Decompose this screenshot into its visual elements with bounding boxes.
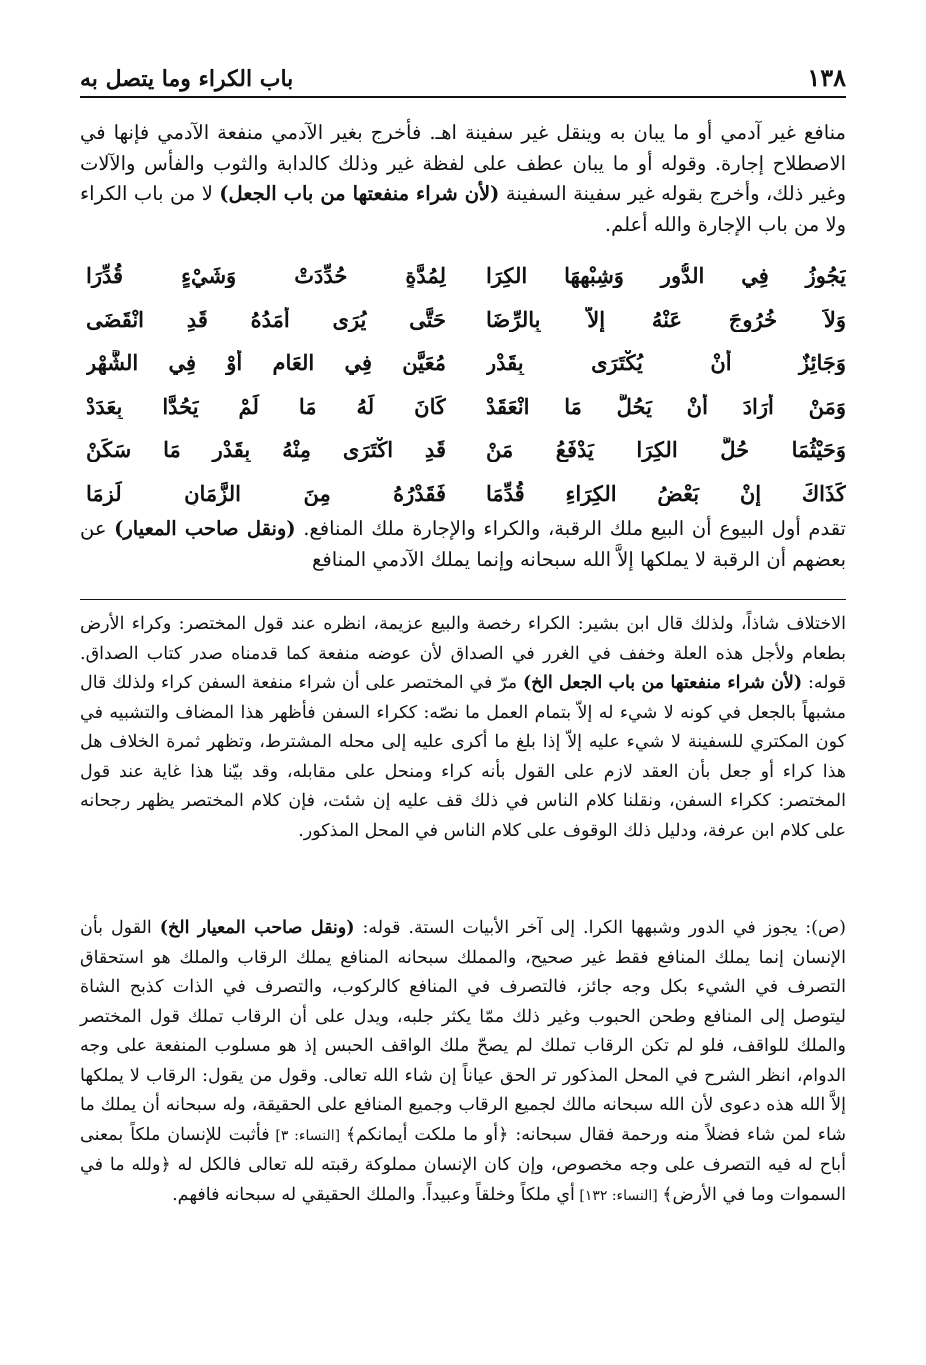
verse-first-hemistich: وَحَيْثُمَا حُلَّ الكِرَا يَدْفَعُ مَنْ [486, 437, 846, 463]
footnote-first [80, 610, 846, 846]
verse-second-hemistich: لِمُدَّةٍ حُدِّدَتْ وَشَيْءٍ قُدِّرَا [86, 263, 446, 289]
footnote-second-bold-quote: (ونقل صاحب المعيار الخ) [159, 918, 355, 938]
chapter-title: باب الكراء وما يتصل به [80, 66, 294, 92]
footnote-second-text-3: فأثبت للإنسان ملكاً بمعنى أباح له فيه التصرف على وجه مخصوص، وإن كان الإنسان مملوكة رقبته لله تعالى فالكل له [80, 1124, 846, 1175]
verse-line [86, 385, 846, 429]
verse-first-hemistich: وَلاَ خُرُوجَ عَنْهُ إلاَّ بِالرِّضَا [486, 306, 846, 332]
verse-first-hemistich: وَمَنْ أَرَادَ أَنْ يَحُلَّ مَا انْعَقَدْ [486, 393, 846, 419]
quran-quote-1: ﴿أو ما ملكت أيمانكم﴾ [345, 1124, 509, 1145]
footnote-second [80, 914, 846, 1211]
footnote-second-text-2: القول بأن الإنسان إنما يملك المنافع فقط غير صحيح، والمملك سبحانه المنافع يملك الرقاب والملك هو استحقاق التصرف في الشيء بكل وجه جائز، فالتصرف في المنافع كالركوب، والتصرف في الذات كذبح الشاة ليتوصل إلى المنافع وطحن الحبوب وغير ذلك ممّا يكثر جلبه، ويدل على أن الرقاب تملك قول المختصر والملك للواقف، فلو لم تكن الرقاب تملك لم يصحّ ملك الواقف الحبس إذ هو مسلوب المنفعة على وجه الدوام، انظر الشرح في المحل المذكور تر الحق عياناً إن شاء الله تعالى. وقول من يقول: الرقاب لا يملكها إلاَّ الله هذه دعوى لأن الله سبحانه مالك لجميع الرقاب وجميع المنافع على الحقيقة، وله سبحانه أن يملك ما شاء لمن شاء فضلاً منه ورحمة فقال سبحانه: [80, 918, 846, 1145]
page-number: ١٣٨ [807, 63, 846, 92]
after-verses-paragraph [80, 514, 846, 575]
intro-bold-quote: (لأن شراء منفعتها من باب الجعل) [219, 182, 500, 205]
verse-first-hemistich: كَذَاكَ إِنْ بَعْضُ الكِرَاءِ قُدِّمَا [486, 480, 846, 506]
after-verses-bold-quote: (ونقل صاحب المعيار) [114, 517, 296, 540]
verse-first-hemistich: وَجَائِزٌ أَنْ يُكْتَرَى بِقَدْرِ [486, 350, 846, 376]
verse-second-hemistich: كَانَ لَهُ مَا لَمْ يَحُدَّا بِعَدَدْ [86, 393, 446, 419]
footnote-second-text-1: (ص): يجوز في الدور وشبهها الكرا. إلى آخر الأبيات الستة. قوله: [354, 918, 846, 938]
intro-text-1: منافع غير آدمي أو ما يبان به وينقل غير سفينة اهـ. فأخرج بغير الآدمي منفعة الآدمي فإنها في الاصطلاح إجارة. وقوله أو ما يبان عطف على لفظة غير وذلك كالدابة والثوب والفأس والآلات وغير ذلك، وأخرج بقوله غير سفينة السفينة [80, 121, 847, 205]
quran-reference-1: [النساء: ٣] [269, 1127, 346, 1144]
poem-verses [86, 254, 846, 515]
verse-line [86, 298, 846, 342]
page-header [80, 58, 846, 98]
verse-line [86, 472, 846, 516]
after-verses-text-2: عن بعضهم أن الرقبة لا يملكها إلاَّ الله سبحانه وإنما يملك الآدمي المنافع [80, 517, 846, 571]
quran-reference-2: [النساء: ١٣٢] [574, 1187, 663, 1204]
footnote-second-text-4: أي ملكاً وخلقاً وعبيداً. والملك الحقيقي له سبحانه فافهم. [172, 1184, 575, 1205]
verse-first-hemistich: يَجُوزُ فِي الدُّورِ وَشِبْهِهَا الكِرَا [486, 263, 846, 289]
quran-quote-2: ﴿ولله ما في السموات وما في الأرض﴾ [80, 1155, 846, 1205]
footnote-first-text-2: مرّ في المختصر على أن شراء منفعة السفن كراء ولذلك قال مشبهاً بالجعل في كونه لا شيء له إلاّ بتمام العمل ما نصّه: ككراء السفن فأظهر هذا المضاف والتشبيه في كون المكتري للسفينة لا شيء عليه إلاّ إذا بلغ ما أكرى عليه إلى محله المشترط، وتظهر ثمرة الخلاف هل هذا كراء أو جعل بأن العقد لازم على القول بأنه كراء ومنحل على مقابله، وقد بيّنا هذا غاية عند قول المختصر: ككراء السفن، ونقلنا كلام الناس في ذلك قف عليه إن شئت، فإن كلام المختصر يظهر رجحانه على كلام ابن عرفة، ودليل ذلك الوقوف على كلام الناس في المحل المذكور. [80, 673, 846, 841]
verse-second-hemistich: قَدِ اكْتَرَى مِنْهُ بِقَدْرِ مَا سَكَنْ [86, 437, 446, 463]
verse-line [86, 428, 846, 472]
verse-second-hemistich: فَقَدْرُهُ مِنَ الزَّمَانِ لَزِمَا [86, 480, 446, 506]
after-verses-text-1: تقدم أول البيوع أن البيع ملك الرقبة، والكراء والإجارة ملك المنافع. [295, 517, 846, 540]
verse-second-hemistich: حَتَّى يُرَى أَمَدُهُ قَدِ انْقَضَى [86, 306, 446, 332]
verse-line [86, 341, 846, 385]
intro-text-2: لا من باب الكراء ولا من باب الإجارة والله أعلم. [80, 182, 846, 236]
footnote-first-bold-quote: (لأن شراء منفعتها من باب الجعل الخ) [522, 673, 803, 693]
footnote-first-text-1: الاختلاف شاذاً، ولذلك قال ابن بشير: الكراء رخصة والبيع عزيمة، انظره عند قول المختصر: وكراء الأرض بطعام ولأجل هذه العلة وخفف في الغرر في الصداق لأن عوضه منفعة كما قدمناه صدر كتاب الصداق. قوله: [80, 614, 846, 693]
verse-line [86, 254, 846, 298]
intro-paragraph [80, 118, 846, 240]
verse-second-hemistich: مُعَيَّنٍ فِي العَامِ أَوْ فِي الشَّهْرِ [86, 350, 446, 376]
footnote-separator [80, 599, 846, 600]
